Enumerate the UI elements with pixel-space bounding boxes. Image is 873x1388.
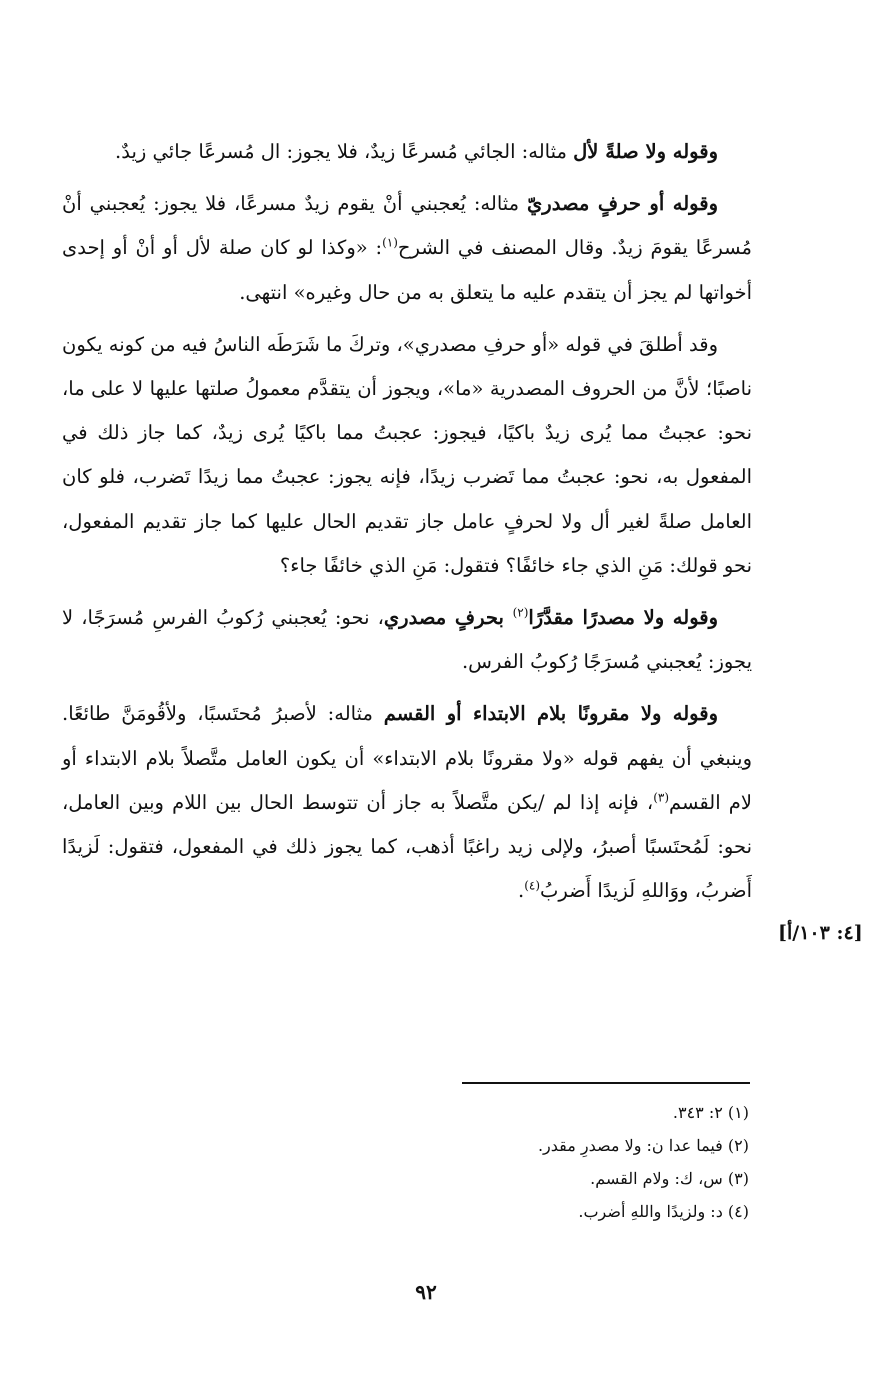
footnote-separator (462, 1082, 750, 1084)
paragraph-2-text: مثاله: يُعجبني أنْ يقوم زيدٌ مسرعًا، فلا يجوز: يُعجبني أنْ مُسرعًا يقومَ زيدٌ. وقال المصنف في الشرح (62, 192, 752, 260)
paragraph-3 (62, 323, 752, 588)
footnote-ref-1: (١) (382, 235, 398, 250)
footnote-3: (٣) س، ك: ولام القسم. (590, 1169, 749, 1188)
paragraph-5 (62, 692, 752, 913)
paragraph-2-text-cont: : «وكذا لو كان صلة لأل أو أنْ أو إحدى أخواتها لم يجز أن يتقدم عليه ما يتعلق به من حال وغيره» انتهى. (62, 236, 752, 304)
footnote-2: (٢) فيما عدا ن: ولا مصدرِ مقدر. (537, 1136, 749, 1155)
manuscript-folio-note: [٤: ١٠٣/أ] (778, 922, 863, 944)
footnote-ref-4: (٤) (524, 878, 541, 893)
paragraph-4-lead: وقوله ولا مصدرًا مقدَّرًا (528, 606, 719, 630)
paragraph-5-lead: وقوله ولا مقرونًا بلام الابتداء أو القسم (383, 702, 718, 726)
paragraph-1-text: مثاله: الجائي مُسرعًا زيدٌ، فلا يجوز: ال مُسرعًا جائي زيدٌ. (115, 140, 574, 163)
footnote-4: (٤) د: ولزيدًا واللهِ أضرب. (578, 1202, 749, 1221)
paragraph-5-text-end: . (518, 879, 525, 903)
paragraph-1-lead: وقوله ولا صلةً لأل (573, 140, 718, 163)
footnote-ref-2: (٢) (512, 605, 529, 620)
paragraph-4 (62, 596, 752, 684)
footnote-ref-3: (٣) (653, 790, 670, 805)
footnotes (249, 1096, 749, 1228)
paragraph-4-lead-cont: بحرفٍ مصدري (383, 606, 513, 630)
paragraph-4-text: ، نحو: يُعجبني رُكوبُ الفرسِ مُسرَجًا، لا يجوز: يُعجبني مُسرَجًا رُكوبُ الفرس. (62, 606, 752, 674)
main-text (62, 130, 752, 913)
paragraph-5-text-cont: ، فإنه إذا لم /يكن متَّصلاً به جاز أن تتوسط الحال بين اللام وبين العامل، نحو: لَمُحتَسبًا أصبرُ، ولإلى زيد راغبًا أذهب، كما يجوز ذلك في المفعول، فتقول: لَزيدًا أَضربُ، ووَاللهِ لَزيدًا أَضربُ (62, 790, 752, 903)
paragraph-1 (62, 130, 752, 174)
footnote-1: (١) ٢: ٣٤٣. (672, 1103, 749, 1122)
paragraph-2 (62, 182, 752, 315)
paragraph-2-lead: وقوله أو حرفٍ مصدريّ (527, 192, 718, 216)
paragraph-3-text: وقد أطلقَ في قوله «أو حرفِ مصدري»، وتركَ ما شَرَطَه الناسُ فيه من كونه يكون ناصبًا؛ لأنَّ من الحروف المصدرية «ما»، ويجوز أن يتقدَّم معمولُ صلتها عليها لا على ما، نحو: عجبتُ مما يُرى زيدٌ باكيًا، فيجوز: عجبتُ مما باكيًا يُرى زيدٌ، كما جاز ذلك في المفعول به، نحو: عجبتُ مما تَضرب زيدًا، فإنه يجوز: عجبتُ مما زيدًا تَضرب، فلو كان العامل صلةً لغير أل ولا لحرفٍ عامل جاز تقديم الحال عليها كما جاز تقديم المفعول، نحو قولك: مَنِ الذي جاء خائفًا؟ فتقول: مَنِ الذي خائفًا جاء؟ (62, 332, 752, 577)
paragraph-5-text: مثاله: لأصبرُ مُحتَسبًا، ولأقُومَنَّ طائعًا. وينبغي أن يفهم قوله «ولا مقرونًا بلام الابتداء» أن يكون العامل متَّصلاً بلام الابتداء أو لام القسم (62, 702, 752, 814)
page-number: ٩٢ (415, 1280, 437, 1304)
